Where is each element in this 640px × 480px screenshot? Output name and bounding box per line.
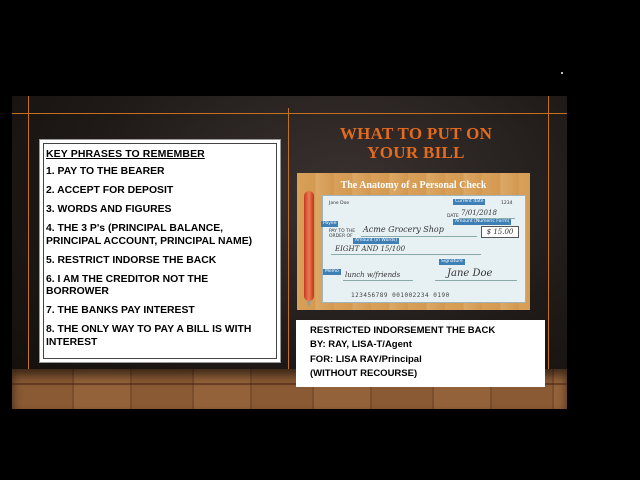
key-phrase-item: 7. THE BANKS PAY INTEREST (46, 305, 195, 316)
endorsement-line-1: RESTRICTED INDORSEMENT THE BACK (310, 325, 496, 336)
key-phrases-heading: KEY PHRASES TO REMEMBER (46, 148, 205, 160)
endorsement-panel (296, 320, 545, 387)
key-phrases-panel (39, 139, 281, 363)
check-payee-value: Acme Grocery Shop (363, 225, 444, 234)
endorsement-line-4: (WITHOUT RECOURSE) (310, 367, 418, 379)
tag-signature: Signature (441, 259, 463, 264)
personal-check (322, 195, 526, 303)
decorative-rail-middle (288, 108, 289, 369)
tag-memo: Memo (325, 269, 339, 274)
check-payee-line (361, 236, 477, 237)
key-phrase-item: 3. WORDS AND FIGURES (46, 204, 172, 215)
check-date-value: 7/01/2018 (461, 209, 497, 217)
decorative-rail-right (548, 96, 549, 369)
key-phrase-item: 6. I AM THE CREDITOR NOT THE BORROWER (46, 273, 209, 297)
check-anatomy-heading: The Anatomy of a Personal Check (340, 180, 487, 191)
check-payer-name: Jane Doe (329, 201, 350, 206)
endorsement-line-3: FOR: LISA RAY/Principal (310, 353, 422, 365)
key-phrases-list (46, 166, 274, 349)
check-memo-value: lunch w/friends (345, 271, 401, 279)
check-payee-label: PAY TO THE ORDER OF (329, 229, 356, 239)
decorative-rail-left (28, 96, 29, 369)
check-signature: Jane Doe (447, 268, 493, 279)
slide-title-line-1: WHAT TO PUT ON (339, 124, 493, 143)
decorative-rail-top (12, 113, 567, 114)
endorsement-line-2: BY: RAY, LISA-T/Agent (310, 339, 412, 351)
check-date-label: DATE (447, 214, 459, 219)
slide-title (318, 124, 514, 162)
check-anatomy-image (297, 173, 530, 310)
key-phrase-item: 1. PAY TO THE BEARER (46, 166, 165, 177)
check-number: 1234 (501, 201, 513, 206)
tag-amount-numeric: Amount (Numeric Form) (455, 219, 510, 224)
key-phrase-item: 8. THE ONLY WAY TO PAY A BILL IS WITH INTEREST (46, 324, 252, 348)
decorative-dot (561, 72, 563, 74)
tag-current-date: Current date (455, 199, 484, 204)
check-amount-box: $ 15.00 (481, 226, 519, 238)
check-amount-words: EIGHT AND 15/100 (335, 245, 406, 253)
key-phrase-item: 2. ACCEPT FOR DEPOSIT (46, 185, 174, 196)
slide-title-line-2: YOUR BILL (367, 143, 465, 162)
key-phrase-item: 4. THE 3 P's (PRINCIPAL BALANCE, PRINCIPAL ACCOUNT, PRINCIPAL NAME) (46, 223, 253, 247)
check-signature-line (435, 280, 517, 281)
key-phrase-item: 5. RESTRICT INDORSE THE BACK (46, 254, 217, 266)
check-words-line (331, 254, 481, 255)
tag-amount-words: Amount (in Words) (355, 238, 398, 243)
check-memo-line (343, 280, 413, 281)
tag-payee: Payee (323, 221, 337, 226)
check-micr-line: 123456789 001002234 0190 (351, 292, 450, 299)
pen-icon (304, 191, 314, 301)
